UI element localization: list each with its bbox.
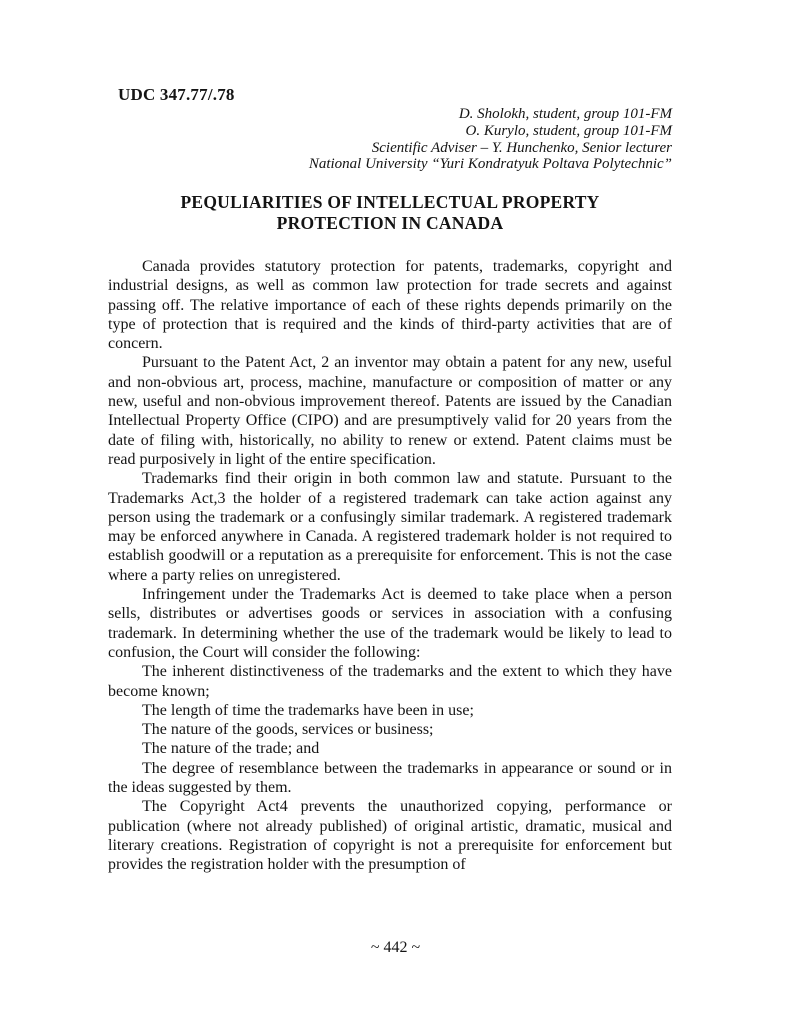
article-body <box>108 257 672 875</box>
paragraph-patent-act: Pursuant to the Patent Act, 2 an inventor may obtain a patent for any new, useful and non-obvious art, process, machine, manufacture or composition of matter or any new, useful and non-obvious improvement thereof. Patents are issued by the Canadian Intellectual Property Office (CIPO) and are presumptively valid for 20 years from the date of filing with, historically, no ability to renew or extend. Patent claims must be read purposively in light of the entire specification. <box>108 354 672 468</box>
page-number: ~ 442 ~ <box>370 939 421 956</box>
byline-author-1: D. Sholokh, student, group 101-FM <box>458 106 672 122</box>
udc-number: UDC 347.77/.78 <box>118 85 235 104</box>
paragraph-intro: Canada provides statutory protection for patents, trademarks, copyright and industrial designs, as well as common law protection for trade secrets and against passing off. The relative importance of each of these rights depends primarily on the type of protection that is required and the kinds of third-party activities that are of concern. <box>108 258 672 353</box>
list-item-nature-of-goods: The nature of the goods, services or business; <box>142 721 434 739</box>
paragraph-copyright-act: The Copyright Act4 prevents the unauthorized copying, performance or publication (where not already published) of original artistic, dramatic, musical and literary creations. Registration of copyright is not a prerequisite for enforcement but provides the registration holder with the presumption of <box>108 798 672 874</box>
byline-adviser: Scientific Adviser – Y. Hunchenko, Senior lecturer <box>371 139 672 156</box>
list-item-length-of-time: The length of time the trademarks have been in use; <box>142 701 474 719</box>
byline-block <box>108 106 672 173</box>
paper-title-line-2: PROTECTION IN CANADA <box>276 212 504 233</box>
byline-author-2: O. Kurylo, student, group 101-FM <box>465 122 672 139</box>
paragraph-infringement: Infringement under the Trademarks Act is deemed to take place when a person sells, distributes or advertises goods or services in association with a confusing trademark. In determining whether the use of the trademark would be likely to lead to confusion, the Court will consider the following: <box>108 586 672 661</box>
paper-title <box>108 192 672 233</box>
list-item-resemblance: The degree of resemblance between the trademarks in appearance or sound or in the ideas suggested by them. <box>108 759 672 797</box>
paper-title-line-1: PEQULIARITIES OF INTELLECTUAL PROPERTY <box>180 192 600 212</box>
list-item-distinctiveness: The inherent distinctiveness of the trademarks and the extent to which they have become known; <box>108 663 672 700</box>
list-item-nature-of-trade: The nature of the trade; and <box>142 740 320 758</box>
byline-university: National University “Yuri Kondratyuk Poltava Polytechnic” <box>308 156 672 173</box>
paragraph-trademarks: Trademarks find their origin in both common law and statute. Pursuant to the Trademarks Act,3 the holder of a registered trademark can take action against any person using the trademark or a confusingly similar trademark. A registered trademark may be enforced anywhere in Canada. A registered trademark holder is not required to establish goodwill or a reputation as a prerequisite for enforcement. This is not the case where a party relies on unregistered. <box>108 470 672 584</box>
